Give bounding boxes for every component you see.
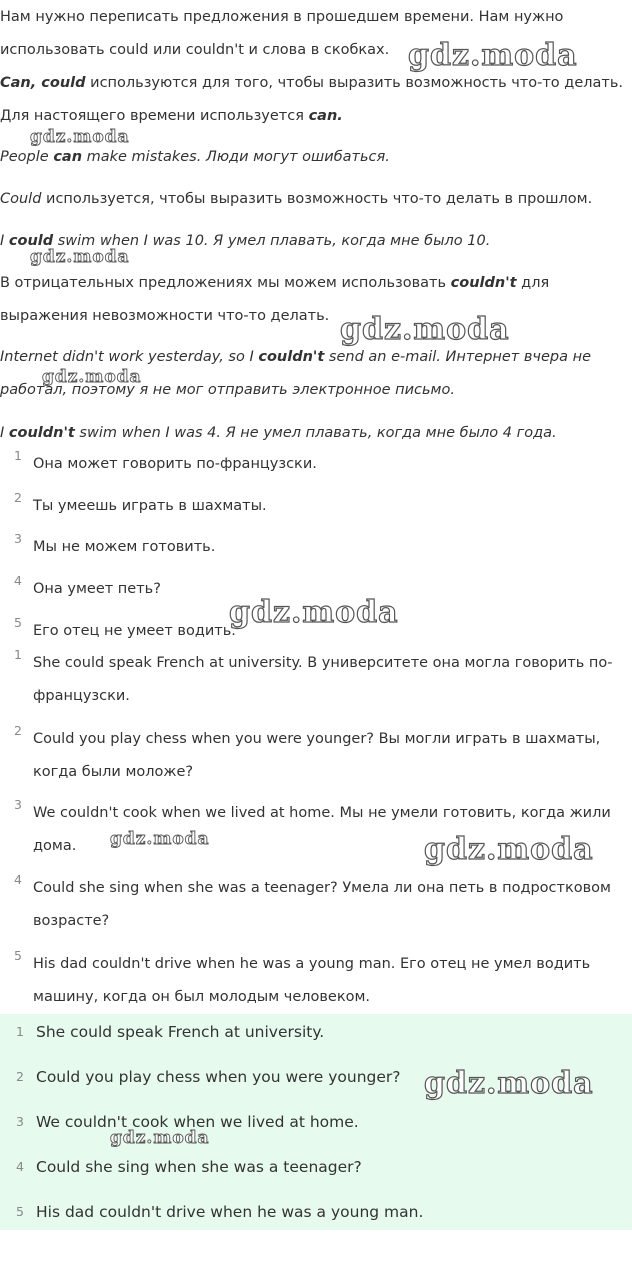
item-text: She could speak French at university. В университете она могла говорить по-французски.: [33, 655, 613, 704]
example-line: работал, поэтому я не мог отправить электронное письмо.: [0, 382, 455, 398]
explanation-line: Нам нужно переписать предложения в прошедшем времени. Нам нужно: [0, 9, 564, 25]
watermark: gdz.moda: [408, 38, 578, 73]
watermark: gdz.moda: [30, 127, 130, 147]
answer-text: She could speak French at university.: [36, 1023, 325, 1041]
item-text: Она может говорить по-французски.: [33, 456, 317, 472]
answers-panel: [0, 1014, 632, 1230]
answer-text: Could you play chess when you were younger?: [36, 1068, 401, 1086]
answer-text: Could she sing when she was a teenager?: [36, 1158, 362, 1176]
item-number: 1: [14, 448, 22, 463]
item-text: Его отец не умеет водить.: [33, 623, 236, 639]
watermark: gdz.moda: [424, 832, 594, 867]
watermark: gdz.moda: [110, 829, 210, 849]
answer-text: His dad couldn't drive when he was a young man.: [36, 1203, 424, 1221]
answer-text: We couldn't cook when we lived at home.: [36, 1113, 359, 1131]
item-text: We couldn't cook when we lived at home. Мы не умели готовить, когда жили дома.: [33, 805, 611, 854]
item-text: Ты умеешь играть в шахматы.: [33, 498, 267, 514]
item-number: 2: [14, 490, 22, 505]
item-text: Мы не можем готовить.: [33, 539, 216, 555]
item-number: 3: [14, 531, 22, 546]
item-number: 3: [14, 797, 22, 812]
item-number: 4: [14, 872, 22, 887]
item-text: Она умеет петь?: [33, 581, 161, 597]
watermark: gdz.moda: [110, 1128, 210, 1148]
item-number: 1: [16, 1024, 24, 1039]
item-number: 2: [14, 723, 22, 738]
example-line: I could swim when I was 10. Я умел плавать, когда мне было 10.: [0, 233, 491, 249]
explanation-line: Can, could используются для того, чтобы выразить возможность что-то делать.: [0, 75, 623, 91]
item-number: 5: [14, 615, 22, 630]
watermark: gdz.moda: [229, 595, 399, 630]
item-number: 2: [16, 1069, 24, 1084]
watermark: gdz.moda: [340, 312, 510, 347]
item-text: Could you play chess when you were younger? Вы могли играть в шахматы, когда были моложе?: [33, 731, 601, 780]
explanation-line: В отрицательных предложениях мы можем использовать couldn't для: [0, 275, 550, 291]
item-number: 3: [16, 1114, 24, 1129]
example-line: Internet didn't work yesterday, so I couldn't send an e-mail. Интернет вчера не: [0, 349, 591, 365]
explanation-line: выражения невозможности что-то делать.: [0, 308, 330, 324]
explanation-line: использовать could или couldn't и слова в скобках.: [0, 42, 390, 58]
explanation-line: Для настоящего времени используется can.: [0, 108, 343, 124]
watermark: gdz.moda: [424, 1066, 594, 1101]
example-line: I couldn't swim when I was 4. Я не умел плавать, когда мне было 4 года.: [0, 425, 557, 441]
example-line: People can make mistakes. Люди могут ошибаться.: [0, 149, 390, 165]
item-number: 4: [14, 573, 22, 588]
item-number: 4: [16, 1159, 24, 1174]
watermark: gdz.moda: [42, 367, 142, 387]
explanation-line: Could используется, чтобы выразить возможность что-то делать в прошлом.: [0, 191, 593, 207]
item-number: 5: [14, 948, 22, 963]
watermark: gdz.moda: [30, 247, 130, 267]
item-number: 5: [16, 1204, 24, 1219]
item-number: 1: [14, 647, 22, 662]
item-text: His dad couldn't drive when he was a young man. Его отец не умел водить машину, когда он был молодым человеком.: [33, 956, 591, 1005]
item-text: Could she sing when she was a teenager? Умела ли она петь в подростковом возрасте?: [33, 880, 611, 929]
